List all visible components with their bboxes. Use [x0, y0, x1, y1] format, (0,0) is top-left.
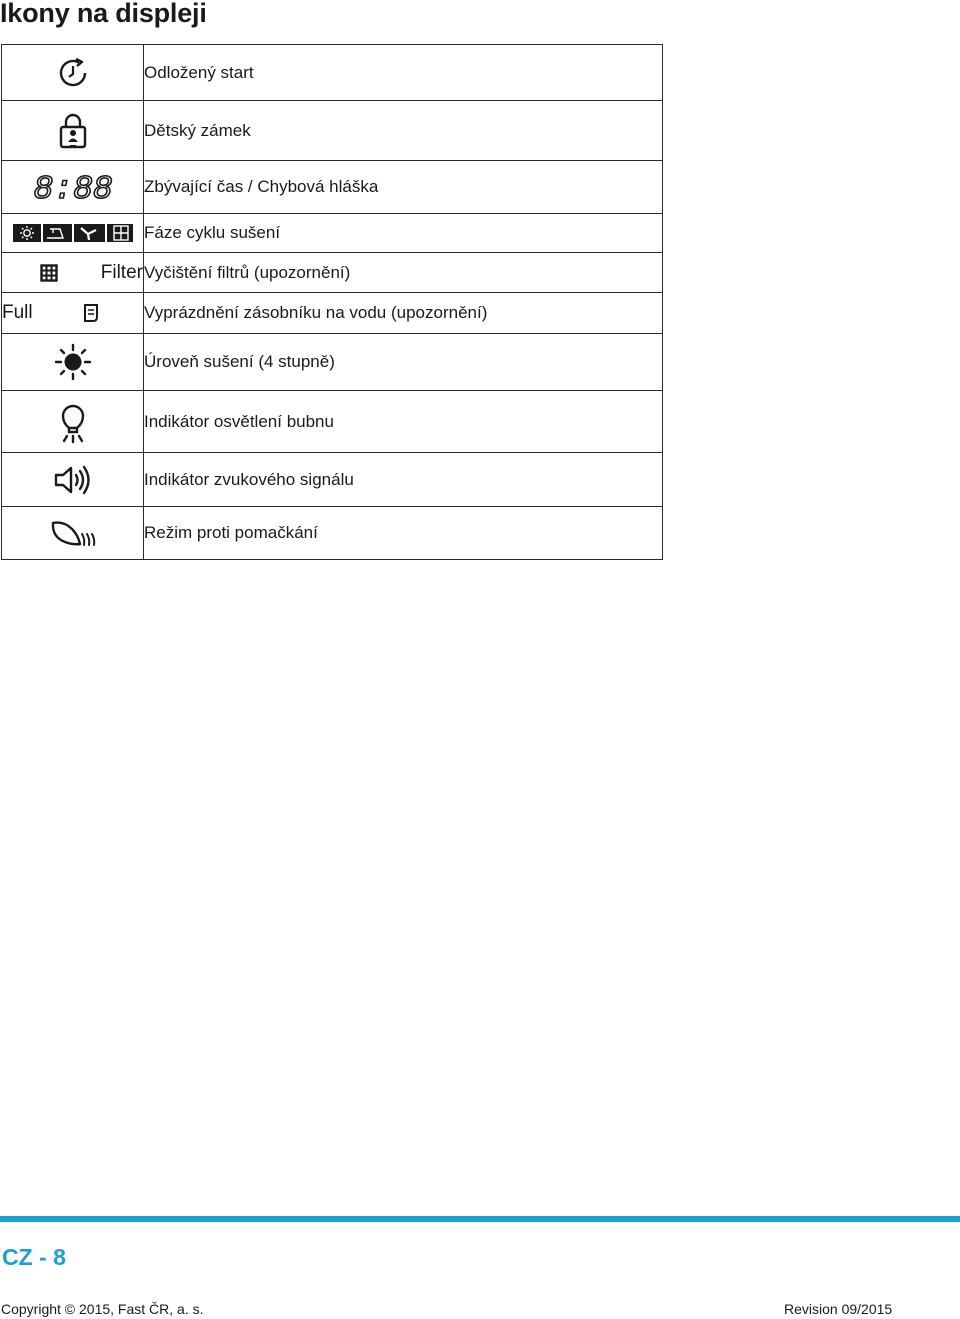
drying-level-sun-icon	[53, 342, 93, 382]
row-label: Režim proti pomačkání	[144, 507, 663, 560]
table-row	[2, 45, 663, 101]
segment-display-icon	[32, 171, 113, 208]
revision-text: Revision 09/2015	[784, 1301, 893, 1317]
page-number: CZ - 8	[2, 1244, 66, 1270]
row-label: Indikátor osvětlení bubnu	[144, 391, 663, 453]
row-label: Vyčištění filtrů (upozornění)	[144, 253, 663, 293]
water-tank-icon	[83, 303, 99, 323]
table-row	[2, 161, 663, 214]
table-row	[2, 214, 663, 253]
full-icon-label: Full	[2, 302, 33, 323]
table-row	[2, 253, 663, 293]
table-row	[2, 507, 663, 560]
row-label: Indikátor zvukového signálu	[144, 453, 663, 507]
footer-divider	[0, 1216, 960, 1222]
row-label: Fáze cyklu sušení	[144, 214, 663, 253]
copyright-text: Copyright © 2015, Fast ČR, a. s.	[1, 1301, 204, 1317]
row-label: Odložený start	[144, 45, 663, 101]
row-label: Vyprázdnění zásobníku na vodu (upozornění)	[144, 293, 663, 334]
delayed-start-clock-icon	[55, 55, 91, 91]
anti-crease-icon	[50, 517, 96, 549]
drying-phase-icons	[13, 224, 133, 242]
table-row	[2, 101, 663, 161]
svg-text:8:88: 8:88	[32, 171, 113, 208]
sound-speaker-icon	[53, 464, 93, 496]
filter-icon-label: Filter	[100, 261, 143, 283]
row-label: Dětský zámek	[144, 101, 663, 161]
row-label: Zbývající čas / Chybová hláška	[144, 161, 663, 214]
page-title: Ikony na displeji	[0, 0, 207, 28]
filter-grid-icon	[40, 264, 58, 282]
child-lock-icon	[58, 112, 88, 150]
table-row	[2, 453, 663, 507]
row-label: Úroveň sušení (4 stupně)	[144, 334, 663, 391]
table-row	[2, 293, 663, 334]
table-row	[2, 334, 663, 391]
display-icons-table	[1, 44, 663, 560]
drum-light-bulb-icon	[57, 401, 89, 443]
table-row	[2, 391, 663, 453]
